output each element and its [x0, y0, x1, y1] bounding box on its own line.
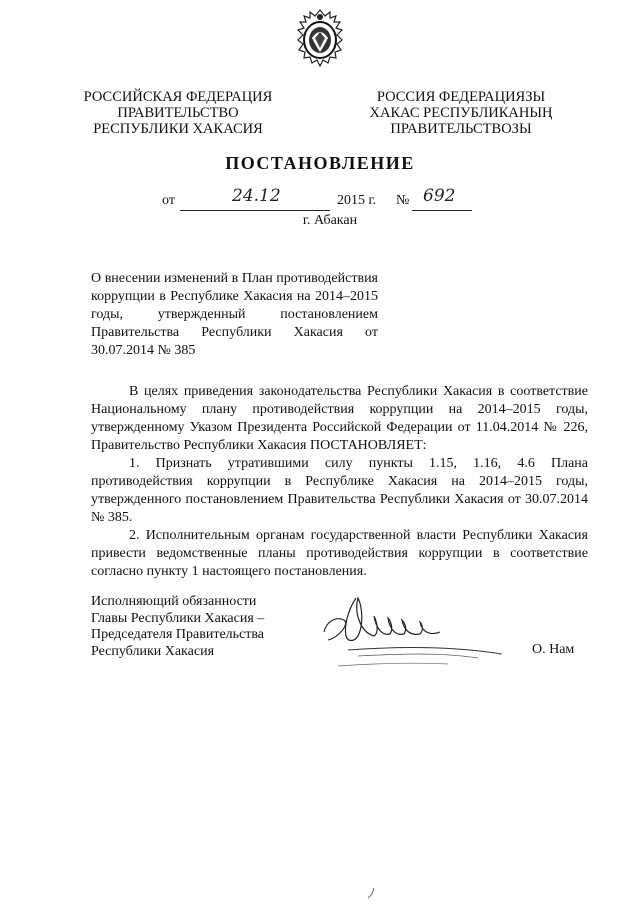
- date-line: [0, 186, 640, 212]
- handwritten-date: 24.12: [232, 186, 281, 206]
- body-item-1: 1. Признать утратившими силу пункты 1.15, 1.16, 4.6 Плана противодействия коррупции в Республике Хакасия на 2014–2015 годы, утвержденного постановлением Правительства Республики Хакасия от 30.07.2014 № 385.: [91, 456, 588, 525]
- document-body: [91, 383, 588, 581]
- handwritten-signature-icon: [318, 592, 508, 674]
- date-prefix: от: [162, 193, 175, 208]
- signatory-name: О. Нам: [532, 642, 575, 657]
- header-right-line: ПРАВИТЕЛЬСТВОЗЫ: [390, 121, 532, 137]
- header-left-line: РОССИЙСКАЯ ФЕДЕРАЦИЯ: [83, 89, 273, 105]
- header-left-line: ПРАВИТЕЛЬСТВО: [117, 105, 239, 121]
- year-label: 2015 г.: [337, 193, 377, 208]
- coat-of-arms-icon: [292, 8, 348, 70]
- body-preamble: В целях приведения законодательства Республики Хакасия в соответствие Национальному плану противодействия коррупции на 2014–2015 годы, утвержденному Указом Президента Российской Федерации от 11.04.2014 № 226, Правительство Республики Хакасия ПОСТАНОВЛЯЕТ:: [91, 384, 588, 453]
- header-left-line: РЕСПУБЛИКИ ХАКАСИЯ: [93, 121, 263, 137]
- signatory-position-line: Председателя Правительства: [91, 627, 265, 642]
- header-right-line: РОССИЯ ФЕДЕРАЦИЯЗЫ: [376, 89, 546, 105]
- signatory-position-line: Главы Республики Хакасия –: [91, 610, 265, 626]
- city: г. Абакан: [302, 213, 358, 228]
- header-left: [80, 89, 276, 137]
- header-right-line: ХАКАС РЕСПУБЛИКАНЫҢ: [369, 105, 553, 121]
- handwritten-number: 692: [423, 186, 456, 206]
- subject-text: О внесении изменений в План противодействия коррупции в Республике Хакасия на 2014–2015 годы, утвержденный постановлением Правительства Республики Хакасия от 30.07.2014 № 385: [91, 271, 378, 358]
- signatory-position-line: Исполняющий обязанности: [91, 594, 257, 609]
- document-title: ПОСТАНОВЛЕНИЕ: [225, 153, 415, 173]
- document-subject: [91, 270, 378, 360]
- signatory-position-line: Республики Хакасия: [91, 643, 215, 659]
- body-item-2: 2. Исполнительным органам государственной власти Республики Хакасия привести ведомственные планы противодействия коррупции в соответствие согласно пункту 1 настоящего постановления.: [91, 528, 588, 579]
- signatory-position: [91, 594, 291, 660]
- number-sign: №: [396, 193, 410, 208]
- pen-mark-icon: [364, 886, 380, 900]
- header-right: [358, 89, 564, 137]
